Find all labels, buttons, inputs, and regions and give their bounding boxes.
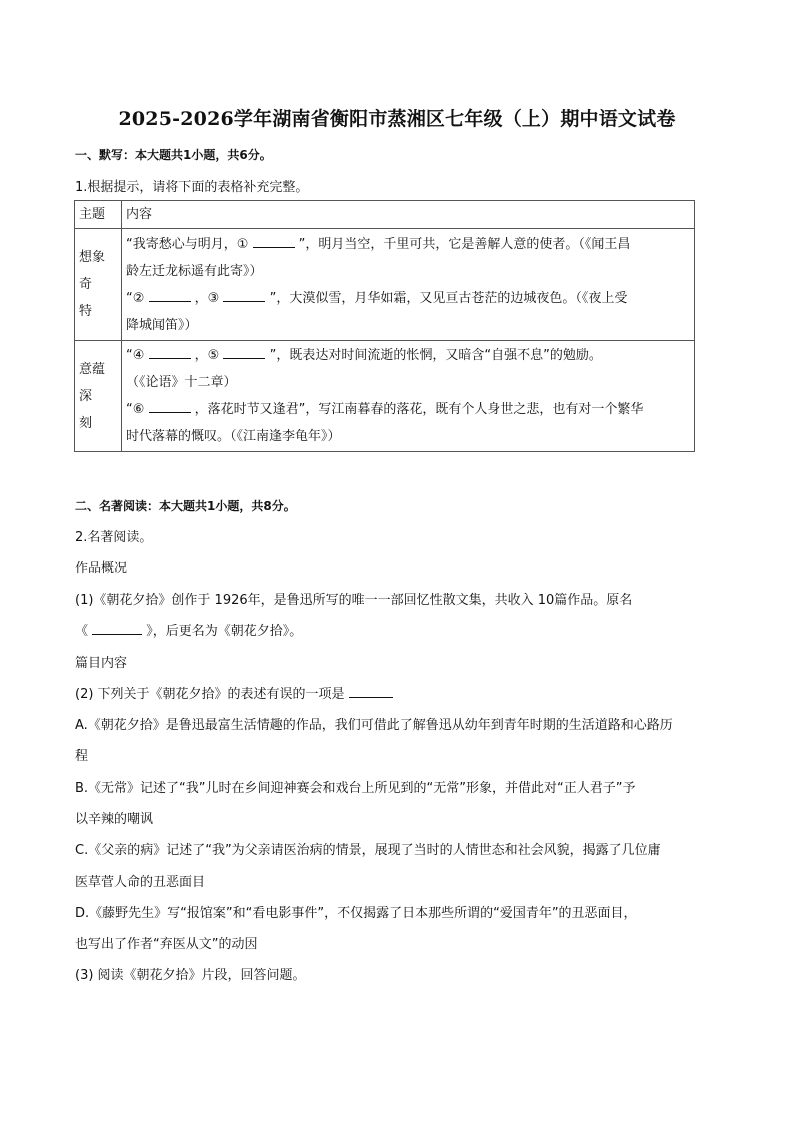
section1-heading: 一、默写：本大题共1小题，共6分。 bbox=[75, 148, 272, 162]
q2-part1-line2 bbox=[75, 620, 302, 639]
text-fragment: (2) 下列关于《朝花夕拾》的表述有误的一项是 bbox=[75, 687, 345, 702]
text-fragment: ，落花时节又逢君”，写江南暮春的落花，既有个人身世之悲，也有对一个繁华 bbox=[194, 402, 644, 417]
answer-blank-1[interactable] bbox=[253, 234, 295, 247]
text-fragment: ”，大漠似雪，月华如霜，又见亘古苍茫的边城夜色。（《夜上受 bbox=[269, 290, 628, 306]
text-fragment: 降城闻笛》） bbox=[126, 317, 198, 333]
theme-cell bbox=[75, 229, 122, 341]
text-fragment: “我寄愁心与明月，① bbox=[126, 236, 249, 252]
table-header-theme: 主题 bbox=[75, 201, 122, 229]
text-fragment: 龄左迁龙标遥有此寄》） bbox=[126, 263, 263, 279]
table-header-content: 内容 bbox=[122, 201, 695, 229]
q2-part2 bbox=[75, 683, 393, 702]
text-fragment: “② bbox=[126, 290, 145, 306]
overview-label: 作品概况 bbox=[75, 561, 128, 576]
text-fragment: ，⑤ bbox=[194, 348, 220, 363]
text-fragment: ，③ bbox=[194, 290, 220, 306]
answer-blank-6[interactable] bbox=[149, 400, 191, 413]
section2-heading: 二、名著阅读：本大题共1小题，共8分。 bbox=[75, 499, 296, 513]
option-c-line2: 医草菅人命的丑恶面目 bbox=[75, 875, 206, 890]
content-label: 篇目内容 bbox=[75, 656, 128, 671]
text-fragment: 》，后更名为《朝花夕拾》。 bbox=[146, 624, 303, 639]
answer-blank-choice[interactable] bbox=[349, 685, 393, 698]
option-b-line2: 以辛辣的嘲讽 bbox=[75, 812, 154, 827]
text-fragment: “⑥ bbox=[126, 402, 145, 417]
table-row bbox=[75, 229, 695, 341]
option-d-line2: 也写出了作者“弃医从文”的动因 bbox=[75, 937, 258, 952]
answer-blank-5[interactable] bbox=[223, 346, 265, 359]
table-row bbox=[75, 341, 695, 452]
answer-blank-3[interactable] bbox=[223, 288, 265, 301]
theme-line: 特 bbox=[79, 304, 93, 319]
text-fragment: “④ bbox=[126, 348, 145, 363]
text-fragment: ”，明月当空，千里可共，它是善解人意的使者。（《闻王昌 bbox=[298, 236, 631, 252]
content-cell bbox=[122, 341, 695, 452]
theme-cell bbox=[75, 341, 122, 452]
q2-part3: (3) 阅读《朝花夕拾》片段，回答问题。 bbox=[75, 968, 306, 983]
answer-blank-4[interactable] bbox=[149, 346, 191, 359]
theme-line: 意蕴深 bbox=[79, 361, 106, 404]
q1-prompt: 1.根据提示，请将下面的表格补充完整。 bbox=[75, 180, 309, 195]
option-c-line1: C.《父亲的病》记述了“我”为父亲请医治病的情景，展现了当时的人情世态和社会风貌，揭露了几位庸 bbox=[75, 843, 661, 858]
q2-part1-line1: (1)《朝花夕拾》创作于 1926年，是鲁迅所写的唯一一部回忆性散文集，共收入 10篇作品。原名 bbox=[75, 593, 633, 608]
q2-prompt: 2.名著阅读。 bbox=[75, 530, 153, 545]
text-fragment: ”，既表达对时间流逝的怅惘，又暗含“自强不息”的勉励。 bbox=[269, 348, 602, 363]
text-fragment: （《论语》十二章） bbox=[126, 375, 237, 390]
content-cell bbox=[122, 229, 695, 341]
text-fragment: 《 bbox=[75, 624, 89, 639]
theme-line: 刻 bbox=[79, 415, 93, 431]
option-a-line1: A.《朝花夕拾》是鲁迅最富生活情趣的作品，我们可借此了解鲁迅从幼年到青年时期的生活道路和心路历 bbox=[75, 718, 673, 733]
theme-line: 想象奇 bbox=[79, 250, 106, 292]
text-fragment: 时代落幕的慨叹。（《江南逢李龟年》） bbox=[126, 429, 341, 444]
answer-blank-original-title[interactable] bbox=[92, 622, 142, 635]
option-b-line1: B.《无常》记述了“我”儿时在乡间迎神赛会和戏台上所见到的“无常”形象，并借此对“正人君子”予 bbox=[75, 781, 636, 796]
option-d-line1: D.《藤野先生》写“报馆案”和“看电影事件”，不仅揭露了日本那些所谓的“爱国青年”的丑恶面目， bbox=[75, 906, 637, 921]
option-a-line2: 程 bbox=[75, 749, 89, 764]
fill-in-table bbox=[74, 200, 695, 452]
answer-blank-2[interactable] bbox=[149, 288, 191, 301]
page-title: 2025-2026学年湖南省衡阳市蒸湘区七年级（上）期中语文试卷 bbox=[118, 108, 676, 130]
